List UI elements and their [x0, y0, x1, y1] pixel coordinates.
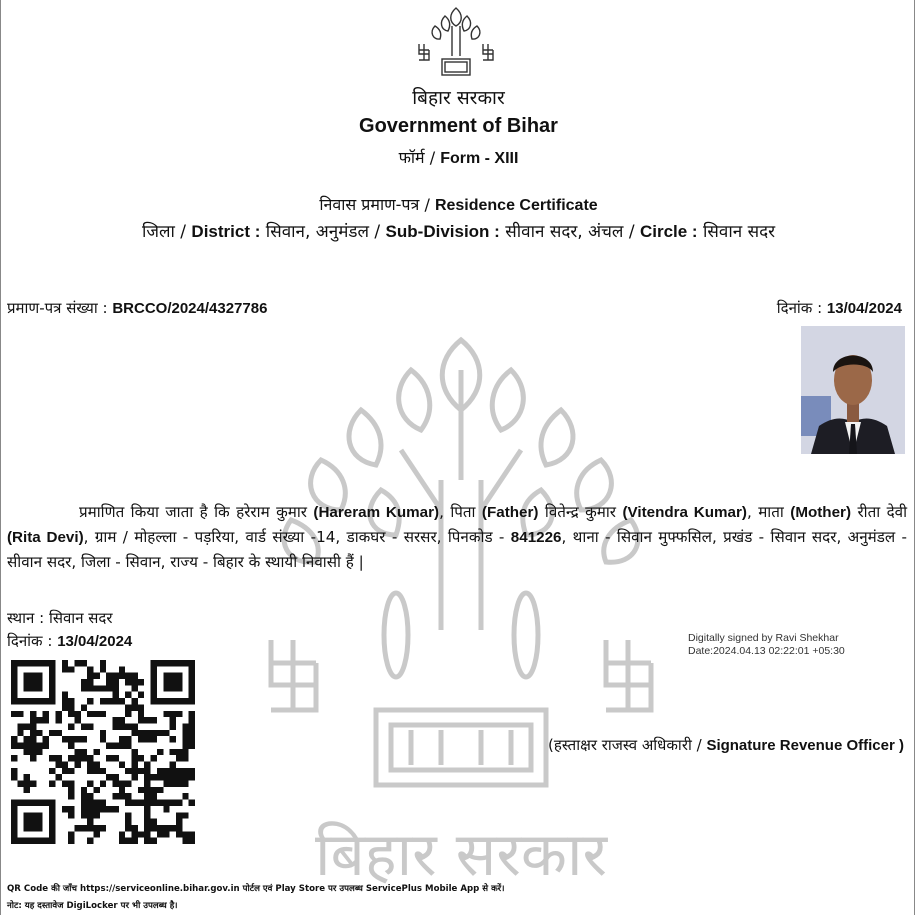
applicant-name-english: (Hareram Kumar): [313, 504, 440, 521]
issue-date-value: 13/04/2024: [826, 300, 902, 317]
district-value: सिवान, अनुमंडल /: [265, 222, 381, 242]
circle-label: Circle :: [639, 222, 698, 241]
issue-date: [777, 298, 902, 318]
state-name-hindi: बिहार सरकार: [412, 87, 505, 109]
body-text-4: , माता: [746, 503, 784, 521]
watermark-text: बिहार सरकार: [314, 820, 608, 890]
form-label-hindi: फॉर्म /: [398, 148, 436, 167]
digital-signature: [688, 632, 845, 658]
form-number: [1, 146, 915, 168]
signing-date-value: 13/04/2024: [57, 633, 133, 650]
certificate-number-value: BRCCO/2024/4327786: [112, 300, 268, 317]
digital-signature-name: Digitally signed by Ravi Shekhar: [688, 632, 839, 644]
place: [7, 608, 113, 628]
qr-code[interactable]: [11, 660, 195, 844]
circle-value: सिवान सदर: [703, 222, 776, 242]
signature-caption: [548, 735, 904, 755]
district-hindi-label: जिला /: [141, 222, 187, 242]
jurisdiction-line: [1, 219, 915, 242]
signing-date: [7, 631, 132, 651]
signing-date-label: दिनांक :: [7, 632, 53, 650]
mother-tag: (Mother): [790, 504, 852, 521]
father-name-english: (Vitendra Kumar): [622, 504, 747, 521]
form-label-english: Form - XIII: [440, 150, 519, 167]
certificate-body: [7, 500, 907, 575]
body-text-1: प्रमाणित किया जाता है कि हरेराम कुमार: [79, 503, 307, 521]
body-text-7: , थाना - सिवान मुफ्फसिल, प्रखंड - सिवान सदर, अनुमंडल - सीवान सदर, जिला - सिवान, राज्य - बिहार के स्थायी निवासी हैं |: [7, 528, 908, 571]
certificate-number: [7, 298, 267, 318]
bihar-emblem-watermark: [251, 330, 671, 890]
subdivision-value: सीवान सदर, अंचल /: [505, 222, 635, 242]
certificate-title-hindi: निवास प्रमाण-पत्र /: [319, 195, 430, 214]
district-label: District :: [191, 222, 261, 241]
qr-verification-note: QR Code की जाँच https://serviceonline.bihar.gov.in पोर्टल एवं Play Store पर उपलब्ध ServicePlus Mobile App से करें।: [7, 884, 505, 894]
subdivision-label: Sub-Division :: [385, 222, 500, 241]
pincode: 841226: [510, 529, 562, 546]
body-text-3: वितेन्द्र कुमार: [544, 503, 616, 521]
body-text-5: रीता देवी: [857, 503, 908, 521]
applicant-photo: [801, 326, 905, 454]
signature-caption-hindi: (हस्ताक्षर राजस्व अधिकारी /: [548, 736, 702, 754]
government-title: Government of Bihar: [359, 115, 558, 137]
body-text-6: , ग्राम / मोहल्ला - पड़रिया, वार्ड संख्या -14, डाकघर - सरसर, पिनकोड -: [83, 528, 505, 546]
body-text-2: , पिता: [439, 503, 476, 521]
place-value: सिवान सदर: [48, 609, 113, 627]
signature-caption-english: Signature Revenue Officer ): [706, 737, 904, 754]
certificate-number-label: प्रमाण-पत्र संख्या :: [7, 299, 108, 317]
bihar-emblem-logo: [415, 4, 497, 82]
father-tag: (Father): [481, 504, 539, 521]
certificate-title: [1, 193, 915, 215]
certificate-title-english: Residence Certificate: [434, 197, 598, 214]
digilocker-note: नोट: यह दस्तावेज DigiLocker पर भी उपलब्ध है।: [7, 901, 178, 911]
issue-date-label: दिनांक :: [776, 299, 823, 317]
mother-name-english: (Rita Devi): [7, 529, 84, 546]
digital-signature-date: Date:2024.04.13 02:22:01 +05:30: [688, 645, 845, 657]
place-label: स्थान :: [7, 609, 45, 627]
